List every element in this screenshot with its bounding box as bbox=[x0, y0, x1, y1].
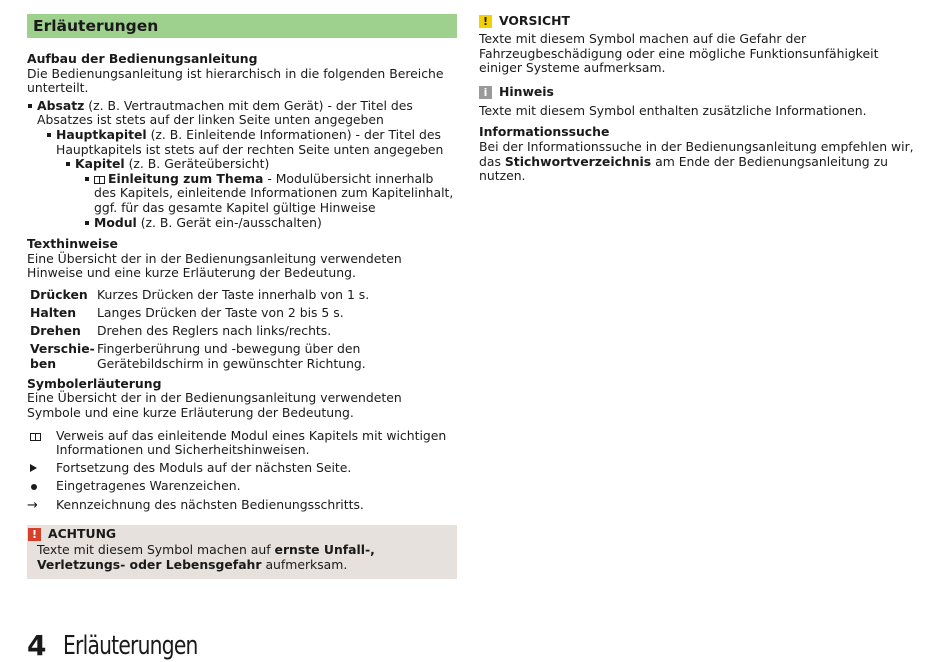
term-cell: Drücken bbox=[30, 286, 88, 302]
list-item bbox=[27, 461, 457, 476]
symbol-desc: Fortsetzung des Moduls auf der nächsten Seite. bbox=[56, 460, 352, 476]
page-footer bbox=[27, 629, 198, 662]
achtung-text bbox=[37, 543, 447, 572]
structure-intro: Die Bedienungsanleitung ist hierarchisch in die folgenden Bereiche unterteilt. bbox=[27, 65, 444, 96]
einleitung-text: - Modulübersicht innerhalb des Kapitels, einleitende Informationen zum Kapitelinhalt, ggf. für das gesamte Kapitel gültige Hinweise bbox=[94, 170, 454, 215]
table-row bbox=[30, 306, 457, 324]
desc-cell: Kurzes Drücken der Taste innerhalb von 1 s. bbox=[97, 286, 370, 302]
list-item-absatz bbox=[27, 99, 457, 230]
info-text-after: am Ende der Bedienungsanleitung zu nutzen. bbox=[479, 153, 888, 184]
hinweis-text: Texte mit diesem Symbol enthalten zusätzliche Informationen. bbox=[479, 102, 867, 118]
absatz-term: Absatz bbox=[37, 97, 85, 113]
term-cell: Verschie-ben bbox=[30, 341, 95, 371]
modul-text: (z. B. Gerät ein-/ausschalten) bbox=[136, 214, 322, 230]
hauptkapitel-term: Hauptkapitel bbox=[56, 126, 147, 142]
symbol-desc: Eingetragenes Warenzeichen. bbox=[56, 478, 241, 494]
desc-cell: Fingerberührung und -bewegung über den Gerätebildschirm in gewünschter Richtung. bbox=[97, 341, 366, 371]
einleitung-term: Einleitung zum Thema bbox=[108, 170, 264, 186]
text-hints-section bbox=[27, 237, 457, 375]
term-cell: Drehen bbox=[30, 323, 81, 339]
right-column bbox=[479, 14, 919, 184]
symbols-section bbox=[27, 377, 457, 513]
vorsicht-header bbox=[479, 14, 919, 28]
book-icon bbox=[30, 433, 41, 441]
text-hints-table bbox=[30, 288, 457, 375]
vorsicht-title: VORSICHT bbox=[499, 12, 570, 28]
info-text bbox=[479, 140, 919, 184]
list-item-hauptkapitel bbox=[46, 128, 457, 230]
info-section bbox=[479, 125, 919, 183]
section-heading: Erläuterungen bbox=[27, 14, 457, 38]
hinweis-title: Hinweis bbox=[499, 84, 554, 100]
achtung-text-after: aufmerksam. bbox=[261, 556, 348, 572]
structure-section bbox=[27, 52, 457, 230]
page-number: 4 bbox=[27, 629, 47, 662]
achtung-text-bold: ernste Unfall-, Verletzungs- oder Lebensgefahr bbox=[37, 542, 375, 572]
desc-cell: Drehen des Reglers nach links/rechts. bbox=[97, 323, 332, 339]
info-icon: i bbox=[479, 86, 492, 99]
text-hints-title: Texthinweise bbox=[27, 236, 118, 252]
table-row bbox=[30, 288, 457, 306]
exclamation-caution-icon: ! bbox=[479, 15, 492, 28]
hauptkapitel-text: (z. B. Einleitende Informationen) - der Titel des Hauptkapitels ist stets auf der rechten Seite unten angegeben bbox=[56, 126, 444, 157]
symbol-desc: Verweis auf das einleitende Modul eines Kapitels mit wichtigen Informationen und Sicherheitshinweisen. bbox=[56, 427, 447, 458]
achtung-text-before: Texte mit diesem Symbol machen auf bbox=[37, 542, 275, 558]
arrow-right-icon: → bbox=[27, 497, 38, 513]
symbols-title: Symbolerläuterung bbox=[27, 375, 162, 391]
kapitel-text: (z. B. Geräteübersicht) bbox=[124, 156, 270, 172]
list-item-einleitung bbox=[84, 172, 457, 216]
text-hints-intro: Eine Übersicht der in der Bedienungsanleitung verwendeten Hinweise und eine kurze Erläuterung der Bedeutung. bbox=[27, 250, 402, 281]
table-row bbox=[30, 324, 457, 342]
term-cell: Halten bbox=[30, 305, 77, 320]
book-icon bbox=[94, 176, 105, 184]
info-text-before: Bei der Informationssuche in der Bedienungsanleitung empfehlen wir, das bbox=[479, 138, 914, 169]
list-item bbox=[27, 429, 457, 458]
modul-term: Modul bbox=[94, 214, 137, 230]
footer-section-title: Erläuterungen bbox=[63, 631, 198, 661]
achtung-box bbox=[27, 525, 457, 579]
list-item-modul bbox=[84, 216, 457, 231]
achtung-header bbox=[31, 525, 447, 543]
vorsicht-section bbox=[479, 14, 919, 76]
kapitel-term: Kapitel bbox=[75, 156, 125, 172]
table-row bbox=[30, 342, 457, 375]
hinweis-header bbox=[479, 86, 919, 100]
symbol-desc: Kennzeichnung des nächsten Bedienungsschritts. bbox=[56, 496, 364, 512]
structure-title: Aufbau der Bedienungsanleitung bbox=[27, 51, 258, 66]
achtung-title: ACHTUNG bbox=[48, 525, 117, 541]
left-column bbox=[27, 14, 457, 579]
info-title: Informationssuche bbox=[479, 124, 610, 140]
registered-mark-icon bbox=[31, 484, 37, 490]
symbols-list bbox=[27, 429, 457, 513]
vorsicht-text: Texte mit diesem Symbol machen auf die Gefahr der Fahrzeugbeschädigung oder eine mögliche Funktionsunfähigkeit einiger Systeme aufmerksam. bbox=[479, 31, 879, 76]
exclamation-warning-icon: ! bbox=[28, 528, 41, 541]
triangle-right-icon bbox=[30, 464, 37, 472]
absatz-text: (z. B. Vertrautmachen mit dem Gerät) - der Titel des Absatzes ist stets auf der linken Seite unten angegeben bbox=[37, 97, 413, 128]
info-text-bold: Stichwortverzeichnis bbox=[504, 153, 652, 169]
list-item-kapitel bbox=[65, 157, 457, 230]
hinweis-section bbox=[479, 86, 919, 119]
hierarchy-list bbox=[27, 99, 457, 230]
list-item bbox=[27, 479, 457, 494]
list-item bbox=[27, 498, 457, 514]
desc-cell: Langes Drücken der Taste von 2 bis 5 s. bbox=[97, 305, 344, 320]
symbols-intro: Eine Übersicht der in der Bedienungsanleitung verwendeten Symbole und eine kurze Erläuterung der Bedeutung. bbox=[27, 390, 402, 421]
